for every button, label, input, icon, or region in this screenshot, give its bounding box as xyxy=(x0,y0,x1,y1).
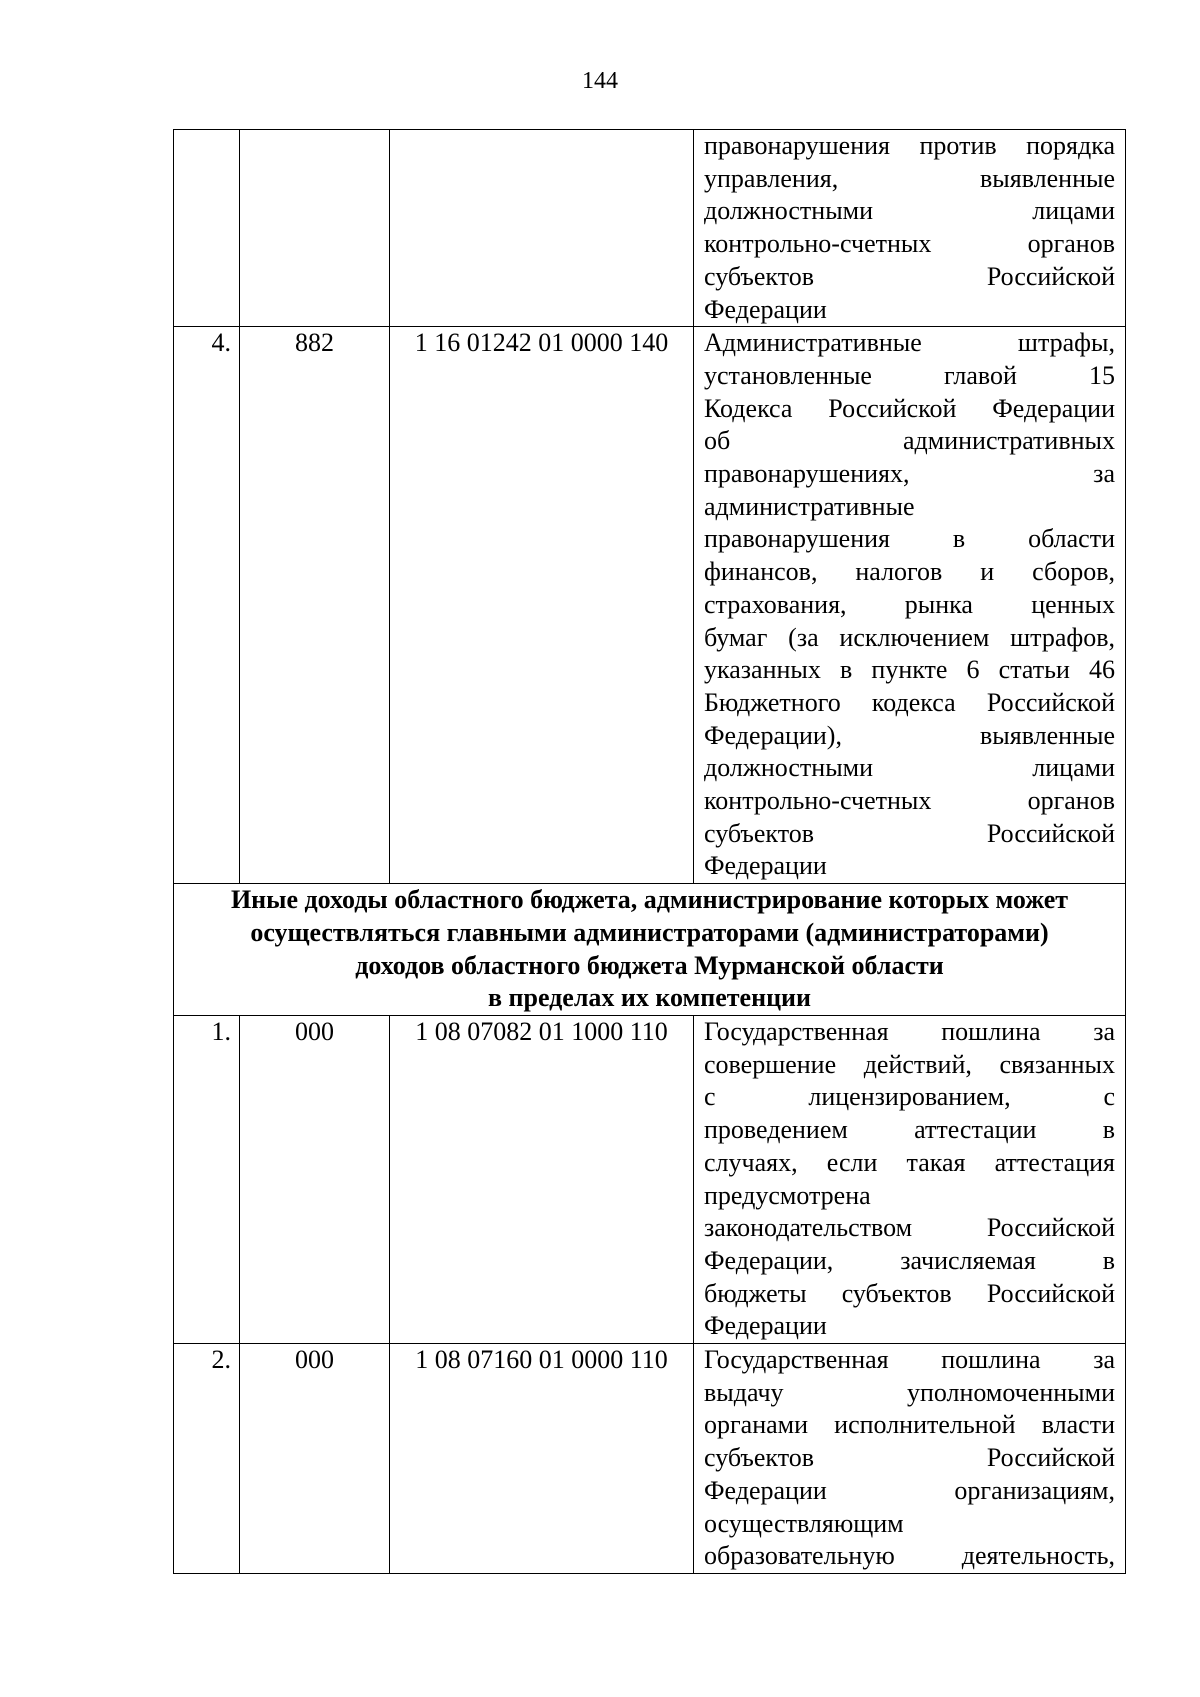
section-header-row xyxy=(174,884,1126,1016)
admin-code-cell: 000 xyxy=(240,1015,390,1343)
description-line: случаях, если такая аттестация xyxy=(704,1147,1115,1177)
row-number-cell: 2. xyxy=(174,1344,240,1574)
description-cell xyxy=(694,1344,1126,1574)
section-header-line: в пределах их компетенции xyxy=(487,983,812,1013)
admin-code-cell xyxy=(240,130,390,327)
description-line: правонарушениях, за xyxy=(704,459,1115,489)
description-line: совершение действий, связанных xyxy=(704,1049,1115,1079)
description-cell xyxy=(694,327,1126,884)
description-line: указанных в пункте 6 статьи 46 xyxy=(704,655,1115,685)
description-line: Федерации xyxy=(704,294,827,324)
admin-code-cell: 000 xyxy=(240,1344,390,1574)
description-line: страхования, рынка ценных xyxy=(704,589,1115,619)
description-line: контрольно-счетных органов xyxy=(704,786,1115,816)
description-line: Административные штрафы, xyxy=(704,328,1115,358)
table-row xyxy=(174,1344,1126,1574)
budget-code-cell: 1 16 01242 01 0000 140 xyxy=(390,327,694,884)
description-line: Кодекса Российской Федерации xyxy=(704,393,1115,423)
table-row-continuation xyxy=(174,130,1126,327)
section-header xyxy=(174,884,1126,1016)
revenue-table xyxy=(173,129,1126,1574)
description-line: субъектов Российской xyxy=(704,261,1115,291)
admin-code-cell: 882 xyxy=(240,327,390,884)
description-line: Федерации xyxy=(704,1311,827,1341)
description-line: Государственная пошлина за xyxy=(704,1016,1115,1046)
table-row xyxy=(174,1015,1126,1343)
description-line: контрольно-счетных органов xyxy=(704,229,1115,259)
description-line: должностными лицами xyxy=(704,753,1115,783)
description-line: Федерации xyxy=(704,851,827,881)
description-line: управления, выявленные xyxy=(704,163,1115,193)
description-line: Бюджетного кодекса Российской xyxy=(704,687,1115,717)
description-line: бумаг (за исключением штрафов, xyxy=(704,622,1115,652)
section-header-line: доходов областного бюджета Мурманской области xyxy=(355,950,944,980)
description-line: бюджеты субъектов Российской xyxy=(704,1278,1115,1308)
section-header-line: осуществляться главными администраторами (администраторами) xyxy=(250,917,1049,947)
description-cell xyxy=(694,130,1126,327)
description-line: выдачу уполномоченными xyxy=(704,1377,1115,1407)
page-number: 144 xyxy=(582,68,618,94)
description-line: Федерации, зачисляемая в xyxy=(704,1245,1115,1275)
description-line: финансов, налогов и сборов, xyxy=(704,557,1115,587)
description-line: об административных xyxy=(704,426,1115,456)
description-line: предусмотрена xyxy=(704,1180,871,1210)
description-line: правонарушения против порядка xyxy=(704,131,1115,160)
description-line: должностными лицами xyxy=(704,196,1115,226)
row-number-cell: 1. xyxy=(174,1015,240,1343)
budget-code-cell xyxy=(390,130,694,327)
description-line: с лицензированием, с xyxy=(704,1082,1115,1112)
description-cell xyxy=(694,1015,1126,1343)
description-line: Федерации), выявленные xyxy=(704,720,1115,750)
description-line: органами исполнительной власти xyxy=(704,1410,1115,1440)
description-line: проведением аттестации в xyxy=(704,1115,1115,1145)
description-line: законодательством Российской xyxy=(704,1213,1115,1243)
row-number-cell: 4. xyxy=(174,327,240,884)
description-line: установленные главой 15 xyxy=(704,360,1115,390)
description-line: субъектов Российской xyxy=(704,1443,1115,1473)
description-line: Государственная пошлина за xyxy=(704,1345,1115,1375)
budget-code-cell: 1 08 07082 01 1000 110 xyxy=(390,1015,694,1343)
description-line: осуществляющим xyxy=(704,1508,904,1538)
table-row xyxy=(174,327,1126,884)
description-line: административные xyxy=(704,491,915,521)
section-header-line: Иные доходы областного бюджета, администрирование которых может xyxy=(230,885,1069,915)
budget-code-cell: 1 08 07160 01 0000 110 xyxy=(390,1344,694,1574)
description-line: образовательную деятельность, xyxy=(704,1541,1115,1571)
row-number-cell xyxy=(174,130,240,327)
description-line: субъектов Российской xyxy=(704,818,1115,848)
description-line: Федерации организациям, xyxy=(704,1475,1115,1505)
description-line: правонарушения в области xyxy=(704,524,1115,554)
